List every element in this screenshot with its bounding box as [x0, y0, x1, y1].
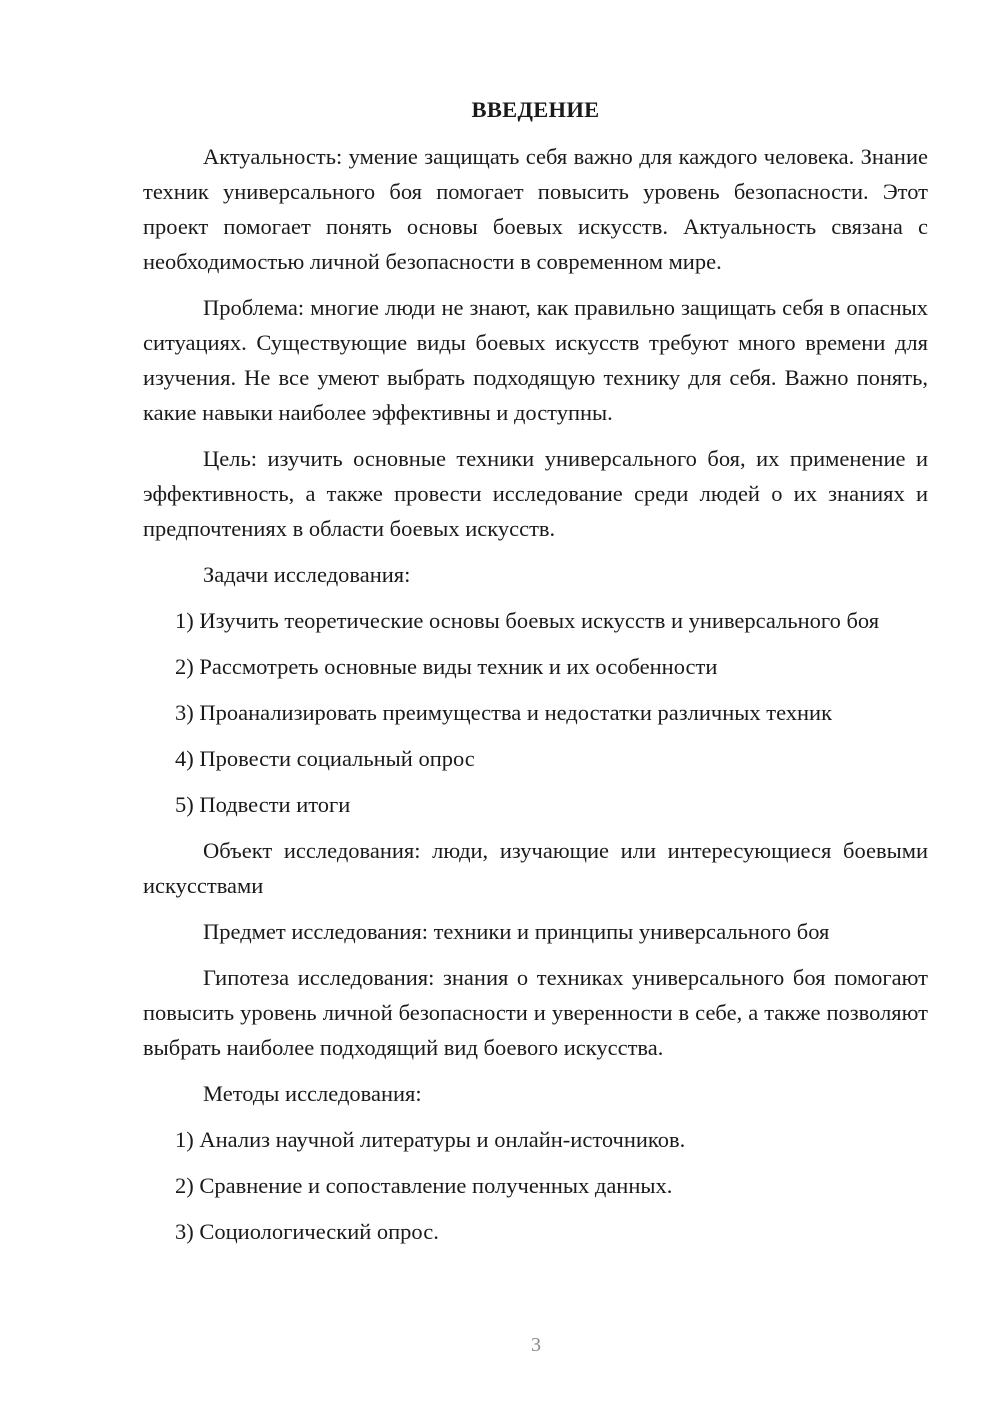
- paragraph-object: Объект исследования: люди, изучающие или интересующиеся боевыми искусствами: [143, 838, 928, 898]
- paragraph-subject: Предмет исследования: техники и принципы универсального боя: [203, 919, 830, 944]
- paragraph-problem: Проблема: многие люди не знают, как правильно защищать себя в опасных ситуациях. Существующие виды боевых искусств требуют много времени для изучения. Не все умеют выбрать подходящую технику для себя. Важно понять, какие навыки наиболее эффективны и доступны.: [143, 295, 928, 425]
- paragraph-hypothesis: Гипотеза исследования: знания о техниках универсального боя помогают повысить уровень личной безопасности и уверенности в себе, а также позволяют выбрать наиболее подходящий вид боевого искусства.: [143, 965, 928, 1060]
- paragraph-relevance: Актуальность: умение защищать себя важно для каждого человека. Знание техник универсального боя помогает повысить уровень безопасности. Этот проект помогает понять основы боевых искусств. Актуальность связана с необходимостью личной безопасности в современном мире.: [143, 144, 928, 274]
- task-item-3: 3) Проанализировать преимущества и недостатки различных техник: [175, 700, 833, 725]
- method-item-1: 1) Анализ научной литературы и онлайн-источников.: [175, 1127, 686, 1152]
- page-number: 3: [531, 1334, 541, 1356]
- section-title: ВВЕДЕНИЕ: [471, 97, 600, 122]
- paragraph-goal: Цель: изучить основные техники универсального боя, их применение и эффективность, а также провести исследование среди людей о их знаниях и предпочтениях в области боевых искусств.: [143, 446, 928, 541]
- paragraph-tasks-heading: Задачи исследования:: [203, 562, 411, 587]
- method-item-2: 2) Сравнение и сопоставление полученных данных.: [175, 1173, 673, 1198]
- task-item-2: 2) Рассмотреть основные виды техник и их особенности: [175, 654, 718, 679]
- paragraph-methods-heading: Методы исследования:: [203, 1081, 422, 1106]
- task-item-4: 4) Провести социальный опрос: [175, 746, 475, 771]
- page-content: [143, 92, 928, 1260]
- task-item-5: 5) Подвести итоги: [175, 792, 351, 817]
- task-item-1: 1) Изучить теоретические основы боевых искусств и универсального боя: [175, 608, 880, 633]
- method-item-3: 3) Социологический опрос.: [175, 1219, 439, 1244]
